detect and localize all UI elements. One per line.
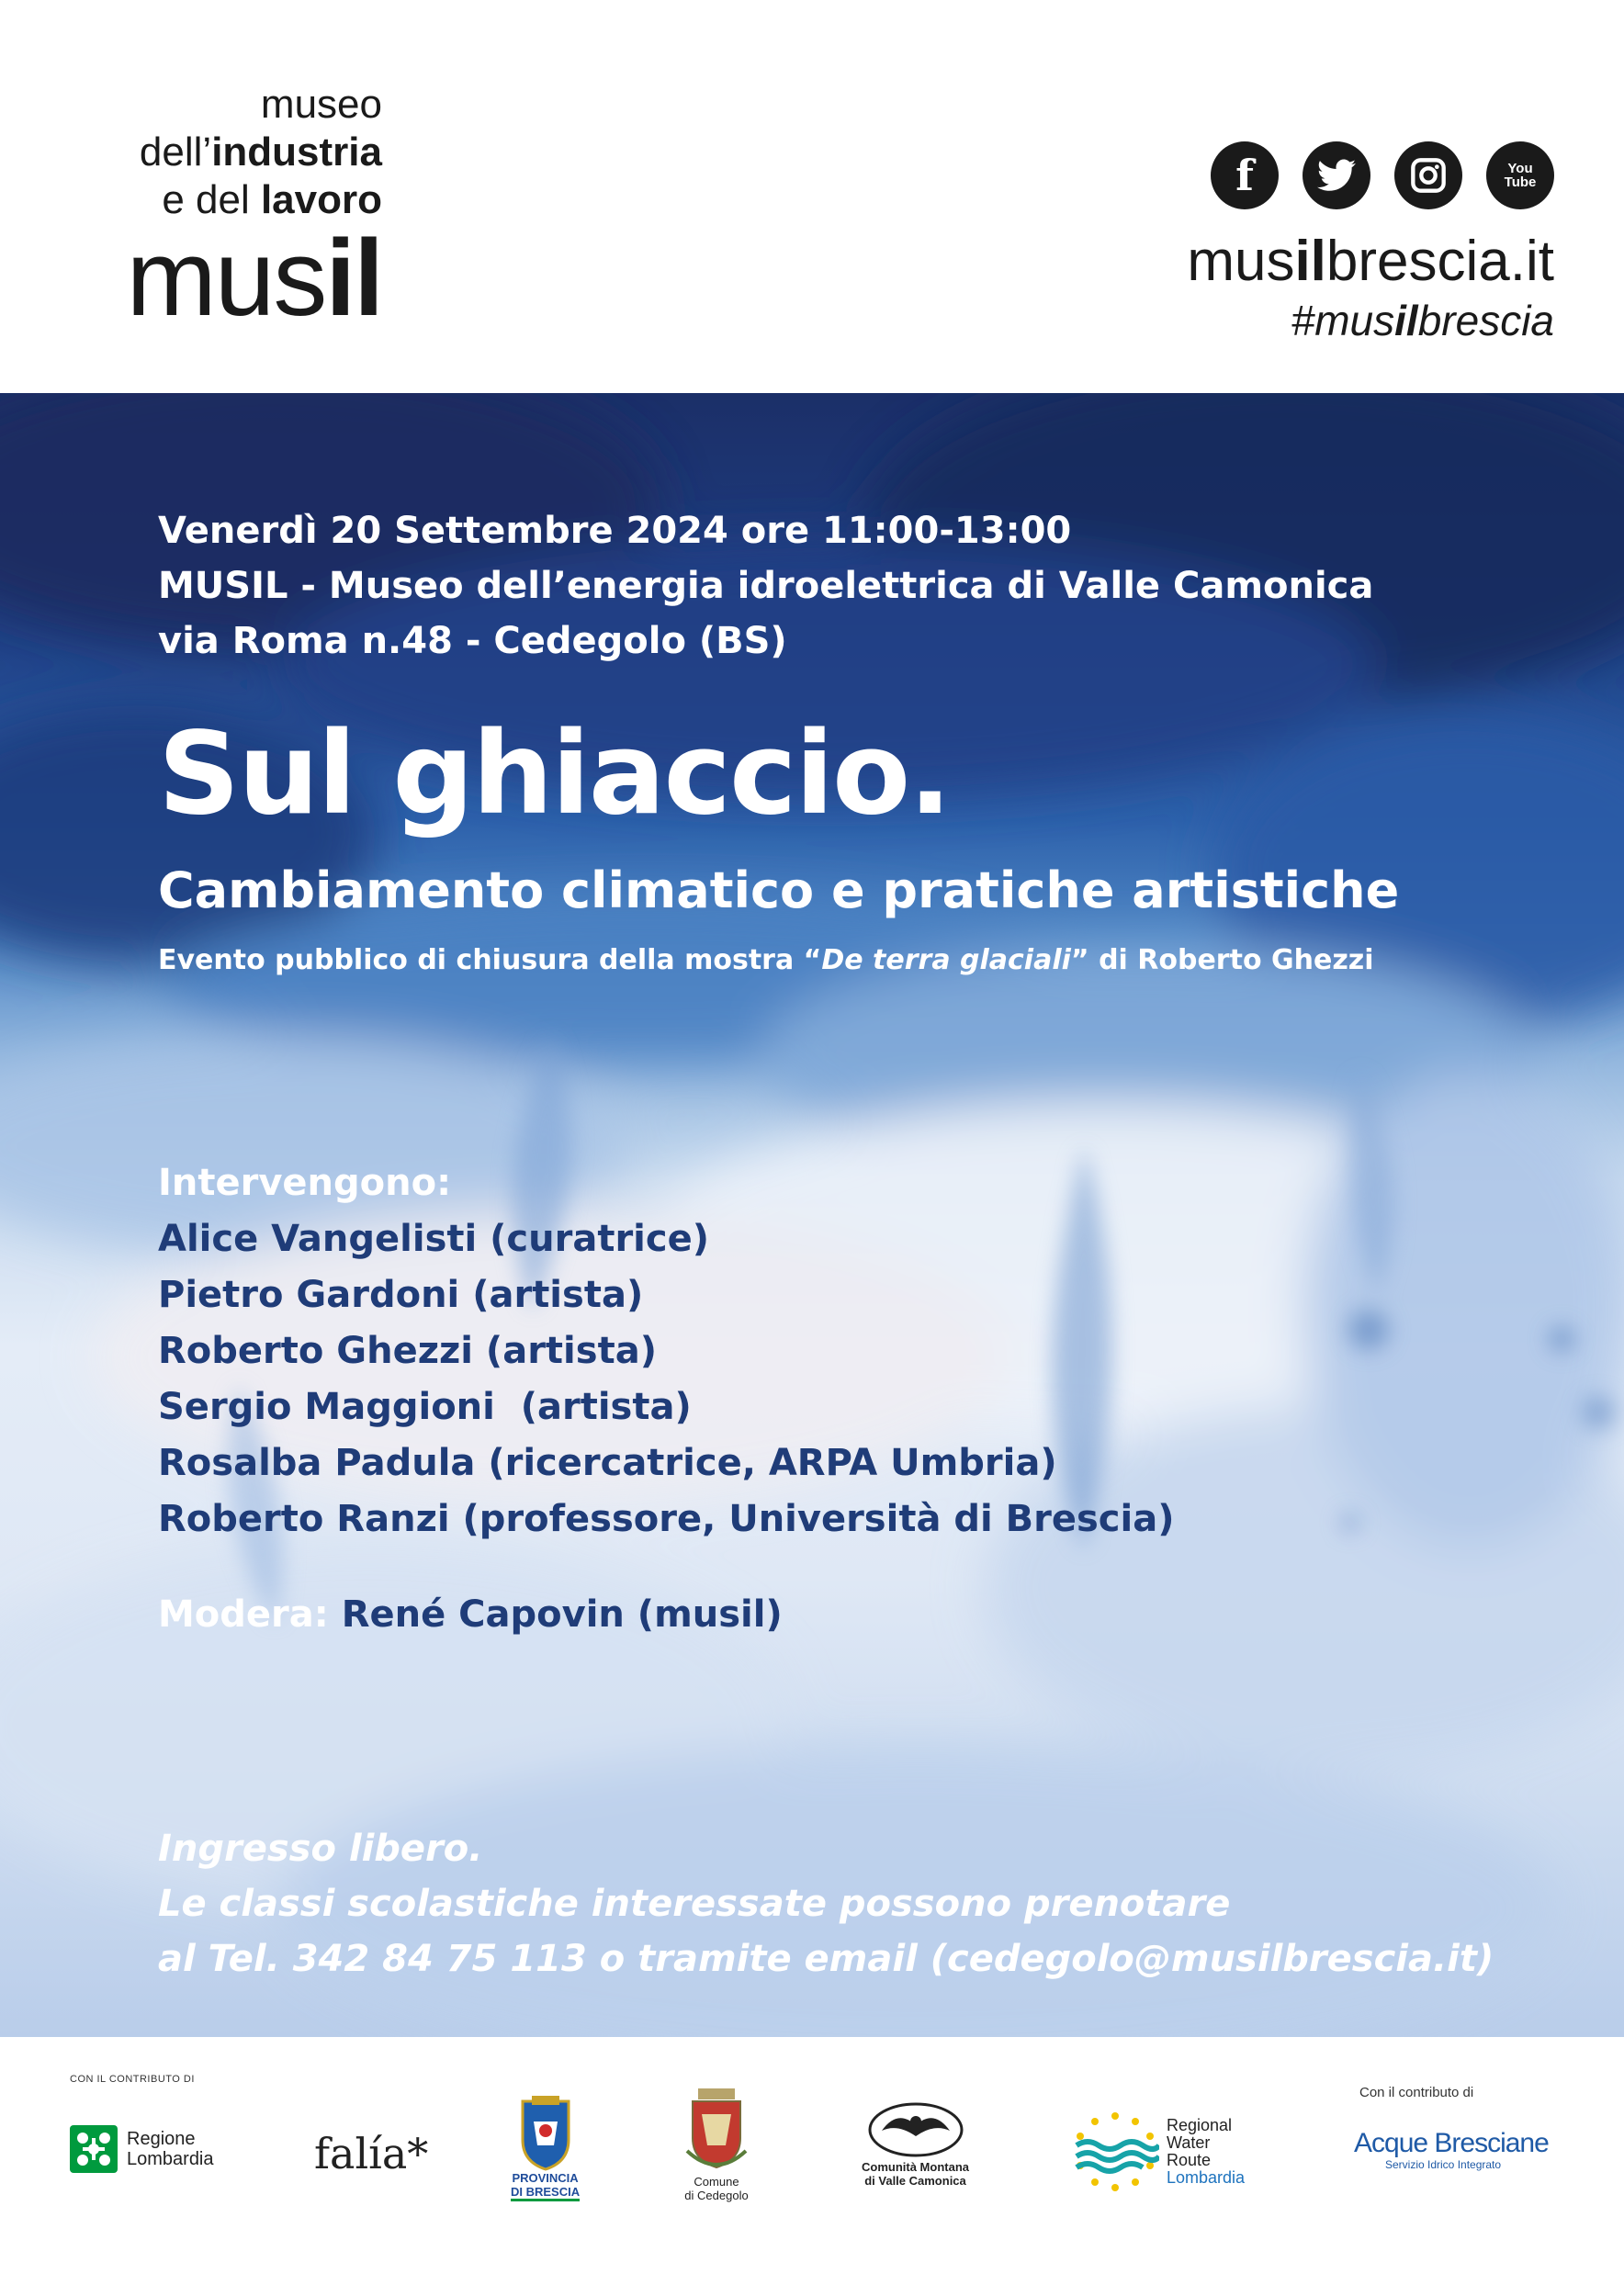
water-route-icon <box>1071 2110 1159 2193</box>
twitter-icon[interactable] <box>1303 141 1370 209</box>
falia-logo: falía* <box>314 2129 429 2178</box>
comunita-eagle-icon <box>865 2099 966 2160</box>
logo-line-museo: museo <box>260 82 382 127</box>
header <box>0 0 1624 393</box>
social-links <box>1211 141 1554 209</box>
event-date: Venerdì 20 Settembre 2024 ore 11:00-13:00 <box>158 510 1072 552</box>
event-note: Evento pubblico di chiusura della mostra “De terra glaciali” di Roberto Ghezzi <box>158 944 1374 976</box>
event-address: via Roma n.48 - Cedegolo (BS) <box>158 620 787 662</box>
speaker: Pietro Gardoni (artista) <box>158 1274 644 1316</box>
speakers-heading: Intervengono: <box>158 1162 452 1204</box>
comunita-montana-logo: Comunità Montana di Valle Camonica <box>862 2099 969 2188</box>
speakers-list <box>158 1155 1174 1548</box>
speaker: Rosalba Padula (ricercatrice, ARPA Umbria) <box>158 1442 1057 1484</box>
musil-logo[interactable] <box>70 81 382 339</box>
hashtag: #musilbrescia <box>1291 297 1554 344</box>
youtube-icon[interactable]: You Tube <box>1486 141 1554 209</box>
contribution-caption-left: CON IL CONTRIBUTO DI <box>70 2074 195 2085</box>
speaker: Roberto Ghezzi (artista) <box>158 1330 657 1372</box>
entry-info <box>158 1821 1494 1986</box>
logo-wordmark: musil <box>126 218 382 339</box>
logo-line-industria: dell’industria <box>139 129 382 174</box>
provincia-crest-icon <box>513 2094 578 2171</box>
speaker: Roberto Ranzi (professore, Università di Brescia) <box>158 1498 1175 1540</box>
instagram-icon[interactable] <box>1394 141 1462 209</box>
regional-water-route-logo: Regional Water Route Lombardia <box>1071 2110 1245 2193</box>
facebook-icon[interactable]: f <box>1211 141 1279 209</box>
speaker: Alice Vangelisti (curatrice) <box>158 1218 709 1260</box>
regione-lombardia-icon <box>70 2125 118 2173</box>
event-subtitle: Cambiamento climatico e pratiche artistiche <box>158 861 1400 919</box>
moderator-name: René Capovin (musil) <box>328 1593 783 1636</box>
event-info <box>158 503 1373 669</box>
regione-lombardia-logo: Regione Lombardia <box>70 2125 214 2173</box>
moderator <box>158 1587 783 1642</box>
entry-schools: Le classi scolastiche interessate possono prenotare <box>158 1883 1231 1925</box>
moderator-label: Modera: <box>158 1593 329 1636</box>
acque-bresciane-logo: Acque Bresciane Servizio Idrico Integrato <box>1354 2128 1549 2171</box>
speaker: Sergio Maggioni (artista) <box>158 1386 692 1428</box>
event-title: Sul ghiaccio. <box>158 708 951 840</box>
comune-cedegolo-logo: Comune di Cedegolo <box>682 2087 751 2202</box>
website-link[interactable]: musilbrescia.it <box>1187 230 1554 293</box>
provincia-brescia-logo: PROVINCIA DI BRESCIA <box>511 2094 580 2201</box>
entry-contact: al Tel. 342 84 75 113 o tramite email (cedegolo@musilbrescia.it) <box>158 1938 1494 1980</box>
event-venue: MUSIL - Museo dell’energia idroelettrica di Valle Camonica <box>158 565 1374 607</box>
logo-line-lavoro: e del lavoro <box>162 177 382 222</box>
contribution-caption-right: Con il contributo di <box>1359 2085 1474 2100</box>
watercolor-background <box>0 393 1624 2037</box>
sponsors-bar <box>0 2037 1624 2296</box>
comune-crest-icon <box>682 2087 751 2175</box>
entry-free: Ingresso libero. <box>158 1828 483 1870</box>
